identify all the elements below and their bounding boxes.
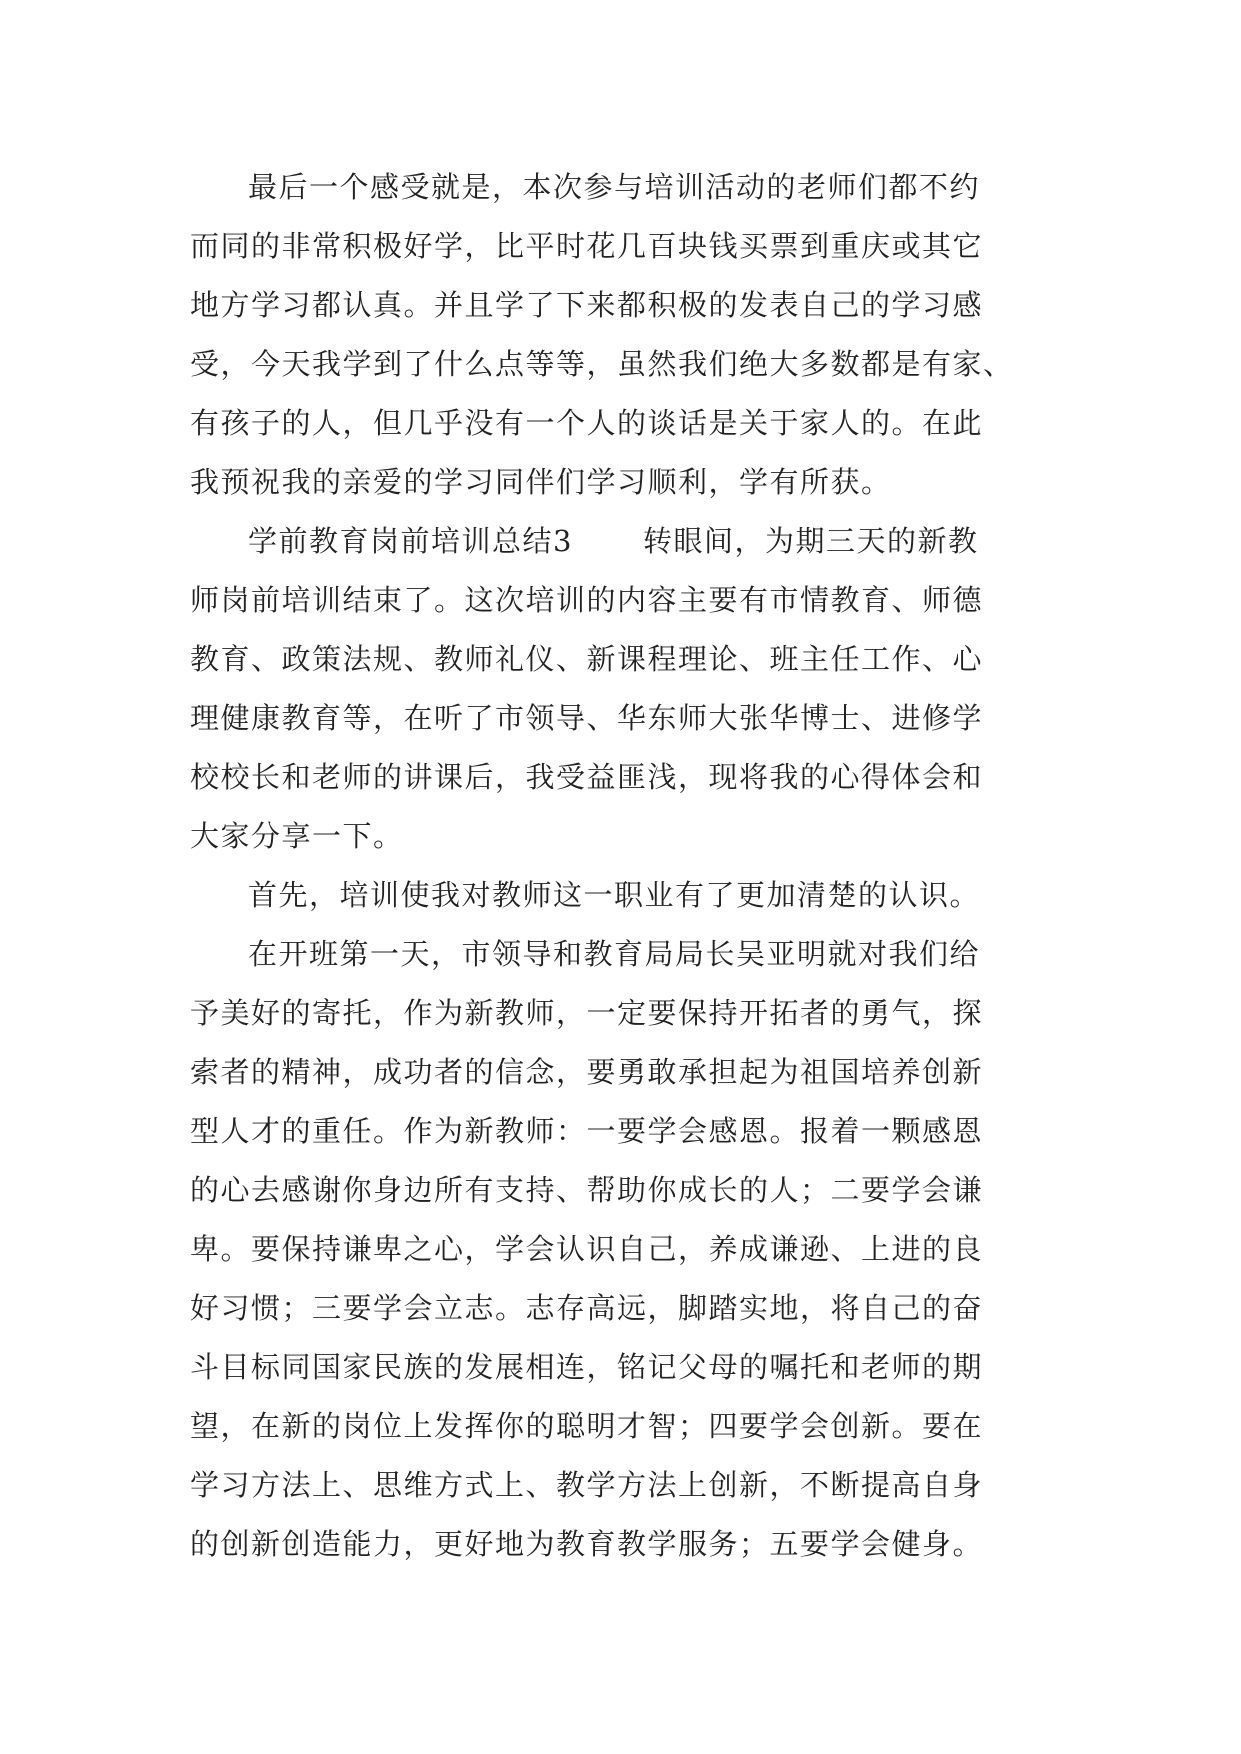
paragraph-final-feelings — [190, 158, 1050, 512]
text-line: 校校长和老师的讲课后，我受益匪浅，现将我的心得体会和 — [190, 760, 984, 794]
text-line: 大家分享一下。 — [190, 819, 404, 853]
text-line: 师岗前培训结束了。这次培训的内容主要有市情教育、师德 — [190, 583, 984, 617]
paragraph-opening-day — [190, 925, 1050, 1574]
text-line: 理健康教育等，在听了市领导、华东师大张华博士、进修学 — [190, 701, 984, 735]
text-line: 好习惯；三要学会立志。志存高远，脚踏实地，将自己的奋 — [190, 1291, 984, 1325]
first-line-text: 转眼间，为期三天的新教 — [642, 524, 979, 558]
text-line: 斗目标同国家民族的发展相连，铭记父母的嘱托和老师的期 — [190, 1350, 984, 1384]
text-line: 在开班第一天，市领导和教育局局长吴亚明就对我们给 — [248, 937, 981, 971]
section-heading: 学前教育岗前培训总结3 — [248, 524, 573, 558]
text-line: 受，今天我学到了什么点等等，虽然我们绝大多数都是有家、 — [190, 347, 1014, 381]
text-line: 予美好的寄托，作为新教师，一定要保持开拓者的勇气，探 — [190, 996, 984, 1030]
text-line: 教育、政策法规、教师礼仪、新课程理论、班主任工作、心 — [190, 642, 984, 676]
text-line — [190, 512, 1050, 571]
text-line: 卑。要保持谦卑之心，学会认识自己，养成谦逊、上进的良 — [190, 1232, 984, 1266]
text-line: 地方学习都认真。并且学了下来都积极的发表自己的学习感 — [190, 288, 984, 322]
text-line: 索者的精神，成功者的信念，要勇敢承担起为祖国培养创新 — [190, 1055, 984, 1089]
text-line: 的创新创造能力，更好地为教育教学服务；五要学会健身。 — [190, 1527, 984, 1561]
text-line: 而同的非常积极好学，比平时花几百块钱买票到重庆或其它 — [190, 229, 984, 263]
document-body — [190, 158, 1050, 1574]
text-line: 型人才的重任。作为新教师：一要学会感恩。报着一颗感恩 — [190, 1114, 984, 1148]
text-line: 我预祝我的亲爱的学习同伴们学习顺利，学有所获。 — [190, 465, 892, 499]
text-line: 首先，培训使我对教师这一职业有了更加清楚的认识。 — [248, 878, 981, 912]
text-line: 有孩子的人，但几乎没有一个人的谈话是关于家人的。在此 — [190, 406, 984, 440]
paragraph-first-point — [190, 866, 1050, 925]
text-line: 的心去感谢你身边所有支持、帮助你成长的人；二要学会谦 — [190, 1173, 984, 1207]
text-line: 望，在新的岗位上发挥你的聪明才智；四要学会创新。要在 — [190, 1409, 984, 1443]
text-line: 最后一个感受就是，本次参与培训活动的老师们都不约 — [248, 170, 981, 204]
text-line: 学习方法上、思维方式上、教学方法上创新，不断提高自身 — [190, 1468, 984, 1502]
paragraph-summary-3 — [190, 512, 1050, 866]
